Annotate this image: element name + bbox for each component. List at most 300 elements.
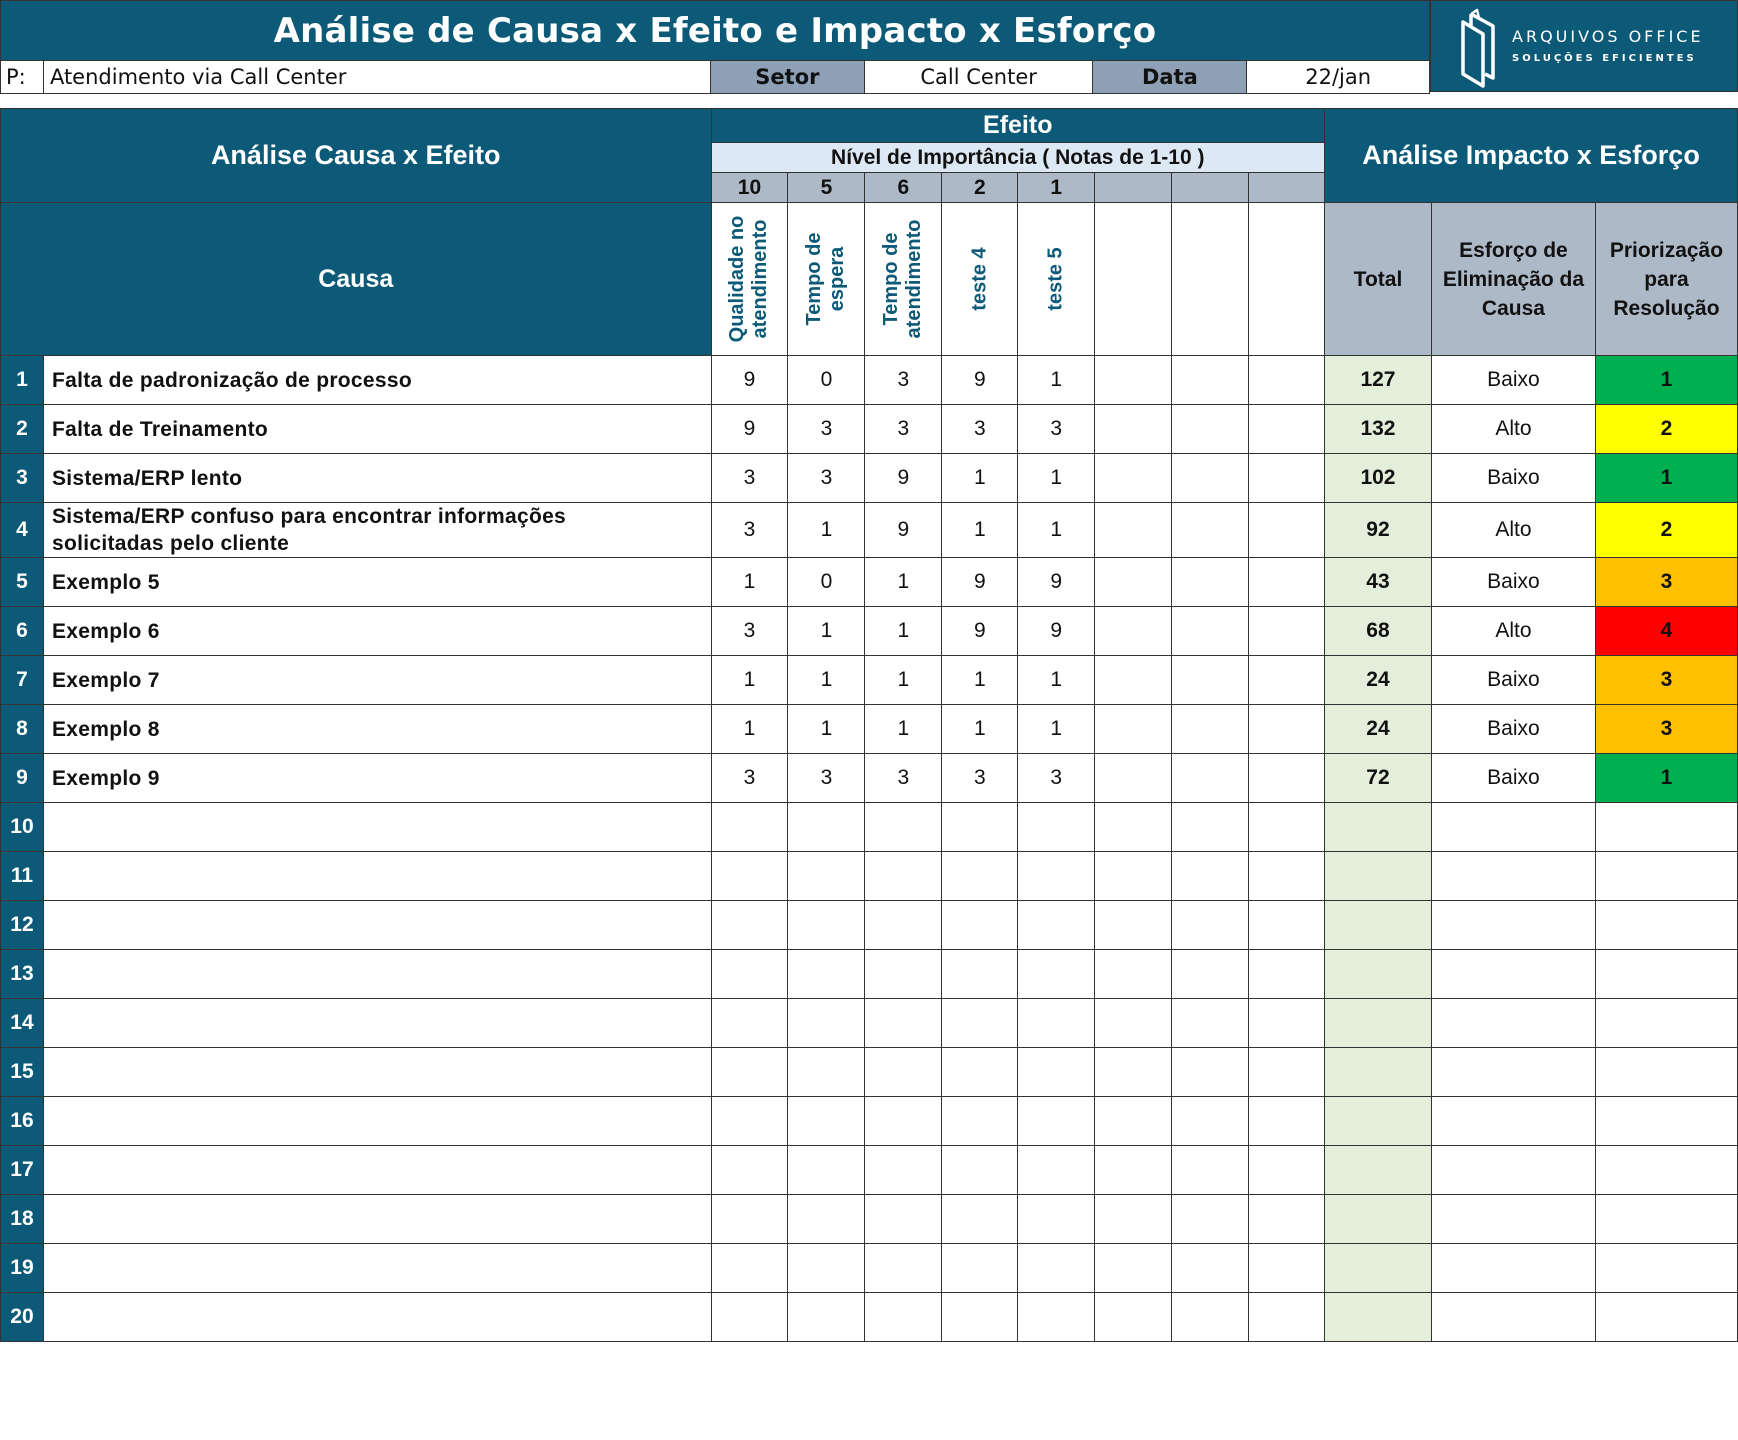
importance-weight-5[interactable]: 1 [1018,173,1095,203]
cause-cell[interactable] [43,1097,711,1146]
score-cell[interactable] [1095,1293,1172,1342]
score-cell[interactable] [865,1293,942,1342]
score-cell[interactable]: 1 [1018,656,1095,705]
score-cell[interactable] [942,1048,1018,1097]
row-number: 6 [1,607,44,656]
score-cell[interactable] [1018,1195,1095,1244]
score-cell[interactable] [1095,1195,1172,1244]
score-cell[interactable] [1095,754,1172,803]
cause-text: Exemplo 9 [51,766,160,790]
table-row [1,405,1738,454]
table-row [1,1097,1738,1146]
row-number: 14 [1,999,44,1048]
score-cell[interactable] [1018,803,1095,852]
score-cell[interactable]: 3 [788,754,865,803]
process-cell[interactable]: Atendimento via Call Center [44,61,711,93]
score-cell[interactable]: 1 [788,705,865,754]
score-cell[interactable] [788,1244,865,1293]
score-cell[interactable] [1172,1293,1249,1342]
score-cell[interactable]: 3 [788,405,865,454]
importance-weight-3[interactable]: 6 [865,173,942,203]
total-cell: 43 [1325,558,1432,607]
score-cell[interactable]: 3 [711,454,788,503]
score-cell[interactable] [711,1293,788,1342]
score-cell[interactable] [788,1097,865,1146]
cause-cell[interactable] [43,1195,711,1244]
cause-cell[interactable] [43,705,711,754]
score-cell[interactable] [1095,999,1172,1048]
score-cell[interactable] [942,852,1018,901]
score-cell[interactable] [1095,454,1172,503]
score-cell[interactable] [1249,558,1325,607]
effect-header-1[interactable] [711,203,788,356]
setor-cell[interactable]: Call Center [865,61,1094,93]
page-title: Análise de Causa x Efeito e Impacto x Esforço [273,10,1157,51]
score-cell[interactable]: 9 [942,356,1018,405]
header-analise-impacto-esforco: Análise Impacto x Esforço [1325,109,1738,203]
table-row [1,901,1738,950]
row-number: 4 [1,503,44,558]
effect-header-4[interactable] [942,203,1018,356]
header-analise-causa-efeito: Análise Causa x Efeito [1,109,712,203]
cause-cell[interactable] [43,754,711,803]
logo-subtext: SOLUÇÕES EFICIENTES [1512,53,1697,64]
score-cell[interactable]: 1 [942,656,1018,705]
score-cell[interactable] [1018,1293,1095,1342]
score-cell[interactable] [1018,1244,1095,1293]
score-cell[interactable]: 9 [942,558,1018,607]
effort-cell[interactable] [1431,950,1595,999]
total-cell: 24 [1325,656,1432,705]
effort-cell[interactable]: Alto [1431,503,1595,558]
score-cell[interactable]: 3 [865,754,942,803]
score-cell[interactable]: 3 [1018,405,1095,454]
effect-header-8[interactable] [1249,203,1325,356]
table-row [1,803,1738,852]
score-cell[interactable] [1095,1146,1172,1195]
score-cell[interactable] [1172,1195,1249,1244]
score-cell[interactable]: 9 [865,503,942,558]
effort-cell[interactable] [1431,1097,1595,1146]
score-cell[interactable]: 1 [1018,705,1095,754]
row-number: 17 [1,1146,44,1195]
score-cell[interactable] [1172,607,1249,656]
priority-cell [1595,803,1737,852]
score-cell[interactable] [1172,503,1249,558]
score-cell[interactable] [1095,1048,1172,1097]
score-cell[interactable] [1095,901,1172,950]
total-cell: 102 [1325,454,1432,503]
table-row [1,607,1738,656]
score-cell[interactable] [1249,1146,1325,1195]
effort-cell[interactable] [1431,1048,1595,1097]
score-cell[interactable] [1249,1244,1325,1293]
score-cell[interactable] [711,852,788,901]
table-row [1,356,1738,405]
score-cell[interactable] [1172,705,1249,754]
score-cell[interactable] [942,1293,1018,1342]
score-cell[interactable] [1249,405,1325,454]
score-cell[interactable] [1095,607,1172,656]
score-cell[interactable] [865,901,942,950]
total-cell: 68 [1325,607,1432,656]
score-cell[interactable] [711,803,788,852]
score-cell[interactable]: 1 [711,705,788,754]
score-cell[interactable]: 9 [942,607,1018,656]
score-cell[interactable]: 9 [865,454,942,503]
score-cell[interactable] [1018,1097,1095,1146]
score-cell[interactable] [1172,656,1249,705]
cause-cell[interactable] [43,901,711,950]
score-cell[interactable]: 1 [1018,503,1095,558]
total-cell: 127 [1325,356,1432,405]
process-label: P: [1,61,44,93]
score-cell[interactable] [1172,1146,1249,1195]
score-cell[interactable] [1018,901,1095,950]
score-cell[interactable] [711,1048,788,1097]
score-cell[interactable] [788,1195,865,1244]
title-banner [0,0,1430,61]
cause-cell[interactable] [43,1146,711,1195]
score-cell[interactable] [1095,356,1172,405]
score-cell[interactable]: 0 [788,558,865,607]
score-cell[interactable]: 1 [865,705,942,754]
cause-cell[interactable] [43,1293,711,1342]
priority-cell [1595,1195,1737,1244]
effort-cell[interactable] [1431,901,1595,950]
score-cell[interactable] [1172,852,1249,901]
score-cell[interactable] [1095,803,1172,852]
score-cell[interactable]: 9 [1018,558,1095,607]
score-cell[interactable] [1249,1195,1325,1244]
data-cell[interactable]: 22/jan [1305,65,1372,89]
row-number: 13 [1,950,44,999]
score-cell[interactable] [865,1048,942,1097]
cause-cell[interactable] [43,852,711,901]
cause-text: Falta de Treinamento [51,417,269,441]
effort-cell[interactable] [1431,1244,1595,1293]
cause-cell[interactable] [43,999,711,1048]
score-cell[interactable]: 3 [865,405,942,454]
score-cell[interactable] [788,1048,865,1097]
total-cell: 92 [1325,503,1432,558]
score-cell[interactable] [1095,950,1172,999]
row-number: 1 [1,356,44,405]
total-cell [1325,901,1432,950]
effort-cell[interactable]: Baixo [1431,656,1595,705]
score-cell[interactable] [1095,1244,1172,1293]
cause-cell[interactable] [43,356,711,405]
effect-label-2: Tempo de espera [803,232,849,326]
score-cell[interactable]: 3 [865,356,942,405]
info-row [0,61,1430,94]
score-cell[interactable] [1249,950,1325,999]
score-cell[interactable] [711,950,788,999]
score-cell[interactable] [1249,1048,1325,1097]
score-cell[interactable]: 3 [788,454,865,503]
effort-cell[interactable] [1431,1195,1595,1244]
total-cell [1325,803,1432,852]
score-cell[interactable]: 9 [711,405,788,454]
cause-cell[interactable] [43,1244,711,1293]
score-cell[interactable] [788,1146,865,1195]
score-cell[interactable] [942,901,1018,950]
total-cell: 72 [1325,754,1432,803]
cause-cell[interactable] [43,558,711,607]
score-cell[interactable] [942,1195,1018,1244]
score-cell[interactable] [1249,803,1325,852]
score-cell[interactable] [1249,1293,1325,1342]
score-cell[interactable] [1095,705,1172,754]
score-cell[interactable] [1095,1097,1172,1146]
table-row [1,454,1738,503]
importance-weight-8[interactable] [1249,173,1325,203]
score-cell[interactable] [942,1146,1018,1195]
score-cell[interactable]: 1 [942,705,1018,754]
effect-header-5[interactable] [1018,203,1095,356]
score-cell[interactable] [1018,1048,1095,1097]
score-cell[interactable] [1249,607,1325,656]
score-cell[interactable] [788,901,865,950]
score-cell[interactable] [1172,754,1249,803]
score-cell[interactable] [865,999,942,1048]
table-row [1,999,1738,1048]
score-cell[interactable]: 1 [865,558,942,607]
score-cell[interactable]: 3 [942,405,1018,454]
row-number: 9 [1,754,44,803]
score-cell[interactable]: 1 [942,503,1018,558]
effort-cell[interactable]: Baixo [1431,754,1595,803]
score-cell[interactable]: 9 [711,356,788,405]
table-row [1,1048,1738,1097]
total-cell: 132 [1325,405,1432,454]
score-cell[interactable] [942,1244,1018,1293]
score-cell[interactable] [1172,1244,1249,1293]
score-cell[interactable] [942,950,1018,999]
effect-header-2[interactable] [788,203,865,356]
effect-label-3: Tempo de atendimento [880,219,926,339]
score-cell[interactable] [1018,999,1095,1048]
effect-header-3[interactable] [865,203,942,356]
cause-cell[interactable] [43,803,711,852]
table-row [1,558,1738,607]
table-row [1,754,1738,803]
cause-effect-table [0,108,1738,1342]
table-row [1,1195,1738,1244]
effect-label-1: Qualidade no atendimento [726,215,772,343]
data-label: Data [1093,61,1247,93]
total-cell [1325,1195,1432,1244]
score-cell[interactable]: 1 [788,656,865,705]
score-cell[interactable] [942,803,1018,852]
score-cell[interactable] [1249,503,1325,558]
effect-header-6[interactable] [1095,203,1172,356]
cause-text: Exemplo 6 [51,619,160,643]
score-cell[interactable] [1249,852,1325,901]
row-number: 16 [1,1097,44,1146]
effect-label-5: teste 5 [1044,247,1067,311]
score-cell[interactable] [1249,1097,1325,1146]
score-cell[interactable] [1172,901,1249,950]
score-cell[interactable]: 1 [788,607,865,656]
table-row [1,852,1738,901]
score-cell[interactable]: 1 [1018,356,1095,405]
row-number: 11 [1,852,44,901]
score-cell[interactable] [1172,454,1249,503]
importance-weight-1[interactable]: 10 [711,173,788,203]
score-cell[interactable]: 1 [1018,454,1095,503]
row-number: 5 [1,558,44,607]
score-cell[interactable] [1095,558,1172,607]
score-cell[interactable] [1172,558,1249,607]
total-cell [1325,1048,1432,1097]
score-cell[interactable] [865,1097,942,1146]
table-row [1,656,1738,705]
score-cell[interactable] [1249,454,1325,503]
document-logo-icon [1457,8,1501,90]
score-cell[interactable] [865,803,942,852]
header-priorizacao [1595,203,1737,356]
cause-cell[interactable] [43,1048,711,1097]
score-cell[interactable] [788,999,865,1048]
priority-cell: 3 [1595,705,1737,754]
score-cell[interactable] [1249,901,1325,950]
score-cell[interactable] [1018,852,1095,901]
score-cell[interactable] [1172,803,1249,852]
importance-weight-2[interactable]: 5 [788,173,865,203]
row-number: 2 [1,405,44,454]
score-cell[interactable] [865,1244,942,1293]
score-cell[interactable] [711,901,788,950]
importance-weight-4[interactable]: 2 [942,173,1018,203]
score-cell[interactable] [942,1097,1018,1146]
cause-cell[interactable] [43,656,711,705]
cause-cell[interactable] [43,503,711,558]
score-cell[interactable] [1172,405,1249,454]
score-cell[interactable] [711,999,788,1048]
score-cell[interactable] [788,852,865,901]
total-cell [1325,1097,1432,1146]
score-cell[interactable] [865,1146,942,1195]
score-cell[interactable] [1249,705,1325,754]
importance-weight-7[interactable] [1172,173,1249,203]
header-esforco [1431,203,1595,356]
effort-cell[interactable]: Alto [1431,607,1595,656]
score-cell[interactable]: 1 [711,656,788,705]
score-cell[interactable] [1249,656,1325,705]
score-cell[interactable] [1249,999,1325,1048]
score-cell[interactable] [788,803,865,852]
cause-text: Sistema/ERP lento [51,466,243,490]
row-number: 20 [1,1293,44,1342]
priority-cell: 3 [1595,656,1737,705]
score-cell[interactable] [1095,852,1172,901]
priority-cell [1595,1146,1737,1195]
score-cell[interactable] [865,1195,942,1244]
priority-cell: 1 [1595,454,1737,503]
table-row [1,1146,1738,1195]
cause-cell[interactable] [43,405,711,454]
score-cell[interactable] [788,950,865,999]
row-number: 7 [1,656,44,705]
score-cell[interactable] [1172,950,1249,999]
cause-cell[interactable] [43,607,711,656]
logo-text: ARQUIVOS OFFICE [1512,27,1704,46]
score-cell[interactable]: 1 [788,503,865,558]
score-cell[interactable] [711,1097,788,1146]
score-cell[interactable] [711,1195,788,1244]
score-cell[interactable]: 3 [1018,754,1095,803]
score-cell[interactable]: 0 [788,356,865,405]
cause-cell[interactable] [43,950,711,999]
table-row [1,1244,1738,1293]
effort-cell[interactable] [1431,852,1595,901]
header-causa: Causa [1,203,712,356]
effect-header-7[interactable] [1172,203,1249,356]
score-cell[interactable] [711,1146,788,1195]
score-cell[interactable] [1249,754,1325,803]
score-cell[interactable]: 3 [711,754,788,803]
priority-cell: 2 [1595,503,1737,558]
score-cell[interactable] [1095,405,1172,454]
score-cell[interactable]: 3 [711,607,788,656]
effort-cell[interactable] [1431,1293,1595,1342]
score-cell[interactable] [1095,656,1172,705]
effort-cell[interactable] [1431,1146,1595,1195]
priority-cell [1595,1048,1737,1097]
setor-label: Setor [711,61,865,93]
header-priorizacao-label: Priorização para Resolução [1609,238,1724,320]
score-cell[interactable] [1095,503,1172,558]
score-cell[interactable] [942,999,1018,1048]
header-total: Total [1325,203,1432,356]
score-cell[interactable] [1249,356,1325,405]
score-cell[interactable]: 9 [1018,607,1095,656]
score-cell[interactable] [865,852,942,901]
cause-cell[interactable] [43,454,711,503]
score-cell[interactable] [865,950,942,999]
score-cell[interactable] [1172,356,1249,405]
score-cell[interactable] [1172,1097,1249,1146]
header-esforco-label: Esforço de Eliminação da Causa [1442,238,1585,320]
effort-cell[interactable]: Baixo [1431,705,1595,754]
score-cell[interactable]: 1 [711,558,788,607]
effort-cell[interactable] [1431,803,1595,852]
importance-weight-6[interactable] [1095,173,1172,203]
score-cell[interactable]: 1 [942,454,1018,503]
row-number: 10 [1,803,44,852]
score-cell[interactable] [1172,999,1249,1048]
effort-cell[interactable]: Baixo [1431,356,1595,405]
effort-cell[interactable] [1431,999,1595,1048]
score-cell[interactable]: 1 [865,607,942,656]
effort-cell[interactable]: Baixo [1431,558,1595,607]
effort-cell[interactable]: Alto [1431,405,1595,454]
score-cell[interactable]: 3 [942,754,1018,803]
total-cell [1325,852,1432,901]
priority-cell: 1 [1595,356,1737,405]
score-cell[interactable] [788,1293,865,1342]
score-cell[interactable] [1018,950,1095,999]
score-cell[interactable] [1018,1146,1095,1195]
cause-text: Exemplo 5 [51,570,160,594]
score-cell[interactable]: 1 [865,656,942,705]
score-cell[interactable]: 3 [711,503,788,558]
row-number: 8 [1,705,44,754]
effort-cell[interactable]: Baixo [1431,454,1595,503]
score-cell[interactable] [1172,1048,1249,1097]
score-cell[interactable] [711,1244,788,1293]
